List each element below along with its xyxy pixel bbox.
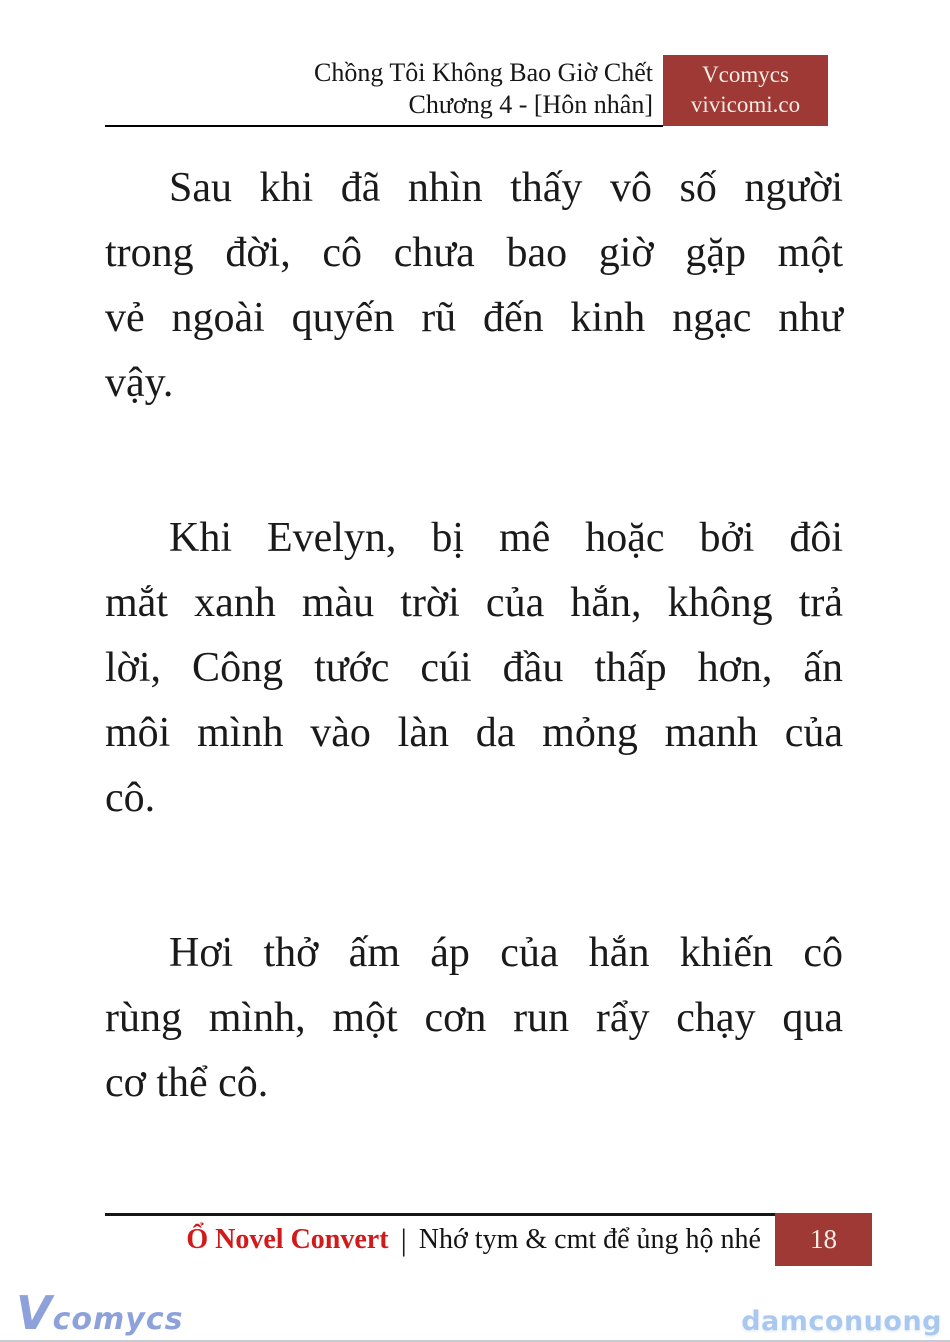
converter-credit: Ổ Novel Convert (186, 1224, 389, 1255)
body-text (105, 156, 843, 1116)
paragraph-line: cô. (105, 775, 156, 821)
paragraph-line: vẻ ngoài quyến rũ đến kinh ngạc như (105, 295, 843, 341)
paragraph-line: rùng mình, một cơn run rẩy chạy qua (105, 995, 843, 1041)
paragraph-line: Sau khi đã nhìn thấy vô số người (169, 165, 843, 211)
brand-site: vivicomi.co (690, 92, 801, 117)
paragraph-line: Khi Evelyn, bị mê hoặc bởi đôi (169, 515, 843, 561)
vcomycs-logo-watermark: Vcomycs (16, 1286, 184, 1340)
page-header (105, 55, 828, 127)
paragraph-line: mắt xanh màu trời của hắn, không trả (105, 580, 843, 626)
paragraph-line: cơ thể cô. (105, 1060, 269, 1106)
brand-name: Vcomycs (702, 62, 789, 87)
header-titles (105, 55, 663, 127)
page-footer (105, 1213, 872, 1266)
paragraph (105, 921, 843, 1116)
paragraph (105, 156, 843, 416)
signature-watermark: damconuong (741, 1306, 942, 1337)
footer-credit-line (105, 1213, 775, 1266)
paragraph-line: vậy. (105, 360, 174, 406)
paragraph-line: Hơi thở ấm áp của hắn khiến cô (169, 930, 843, 976)
paragraph-line: trong đời, cô chưa bao giờ gặp một (105, 230, 843, 276)
paragraph-line: môi mình vào làn da mỏng manh của (105, 710, 843, 756)
book-title: Chồng Tôi Không Bao Giờ Chết (314, 58, 653, 87)
brand-badge (663, 55, 828, 126)
footer-note: Nhớ tym & cmt để ủng hộ nhé (418, 1224, 761, 1255)
page-number: 18 (810, 1224, 837, 1254)
chapter-title: Chương 4 - [Hôn nhân] (408, 90, 653, 119)
paragraph (105, 506, 843, 831)
page-number-badge (775, 1213, 872, 1266)
paragraph-line: lời, Công tước cúi đầu thấp hơn, ấn (105, 645, 843, 691)
footer-separator: | (400, 1222, 407, 1257)
